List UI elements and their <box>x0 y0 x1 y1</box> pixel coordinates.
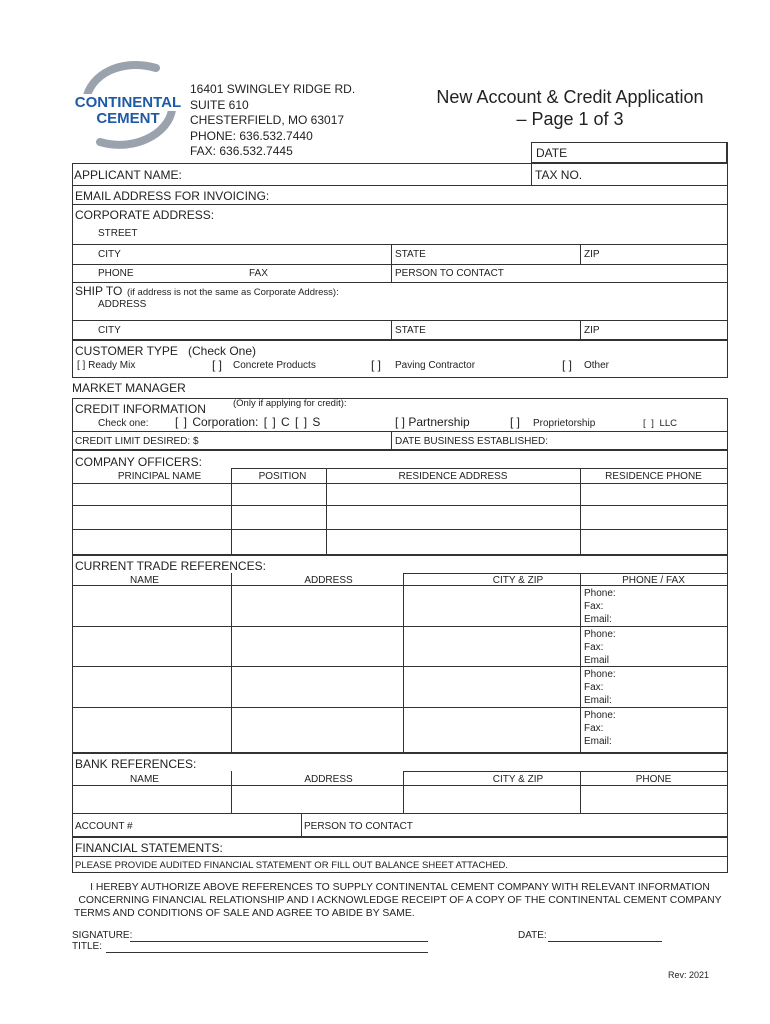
title-label: TITLE: <box>72 941 103 952</box>
address-line-2: SUITE 610 <box>190 97 249 112</box>
account-number-label: ACCOUNT # <box>75 821 133 832</box>
trade-col-cityzip: CITY & ZIP <box>492 575 544 586</box>
company-officers-heading: COMPANY OFFICERS: <box>75 455 202 469</box>
ship-address-label: ADDRESS <box>98 299 147 310</box>
ship-state-label: STATE <box>395 325 426 336</box>
bank-col-cityzip: CITY & ZIP <box>492 774 544 785</box>
email-label: EMAIL ADDRESS FOR INVOICING: <box>75 189 270 203</box>
paving-contractor-label: Paving Contractor <box>395 360 476 371</box>
bank-contact-field[interactable] <box>415 814 727 836</box>
trade-3-email: Email: <box>584 695 612 706</box>
ready-mix-checkbox[interactable]: [ ] Ready Mix <box>77 360 136 371</box>
trade-3-fax: Fax: <box>584 682 604 693</box>
signature-field[interactable] <box>130 928 428 942</box>
company-fax: FAX: 636.532.7445 <box>190 144 293 158</box>
trade-row-4-contact <box>584 709 616 748</box>
trade-row-2[interactable] <box>73 627 579 665</box>
city-label: CITY <box>98 249 121 260</box>
officers-col-name: PRINCIPAL NAME <box>117 471 202 482</box>
trade-2-email: Email <box>584 655 610 666</box>
other-checkbox[interactable]: [ ] <box>562 358 573 372</box>
company-address <box>190 82 355 160</box>
trade-row-4[interactable] <box>73 708 579 752</box>
financial-note: PLEASE PROVIDE AUDITED FINANCIAL STATEMENT OR FILL OUT BALANCE SHEET ATTACHED. <box>75 860 509 871</box>
trade-col-phonefax: PHONE / FAX <box>622 575 685 586</box>
bank-col-phone: PHONE <box>635 774 672 785</box>
fax-field[interactable] <box>270 265 390 281</box>
address-line-3: CHESTERFIELD, MO 63017 <box>190 113 345 127</box>
ship-state-field[interactable] <box>430 321 579 339</box>
state-field[interactable] <box>430 245 579 263</box>
date-established-field[interactable] <box>550 432 726 449</box>
corporation-checkboxes[interactable]: [ ] Corporation: [ ] C [ ] S <box>175 415 321 429</box>
trade-3-phone: Phone: <box>584 669 616 680</box>
trade-4-phone: Phone: <box>584 710 616 721</box>
ship-zip-field[interactable] <box>600 321 726 339</box>
date-field[interactable] <box>531 142 727 163</box>
llc-checkbox[interactable]: [ ] LLC <box>643 418 677 429</box>
bank-row-1[interactable] <box>73 786 727 812</box>
phone-label: PHONE <box>98 268 134 279</box>
paving-contractor-checkbox[interactable]: [ ] <box>371 358 382 372</box>
company-logo <box>72 60 184 150</box>
trade-references-heading: CURRENT TRADE REFERENCES: <box>75 559 266 573</box>
trade-2-phone: Phone: <box>584 629 616 640</box>
email-field[interactable] <box>270 186 726 203</box>
corporate-address-label: CORPORATE ADDRESS: <box>75 208 215 222</box>
trade-row-3[interactable] <box>73 667 579 706</box>
bank-contact-label: PERSON TO CONTACT <box>304 821 413 832</box>
trade-1-fax: Fax: <box>584 601 604 612</box>
officers-col-phone: RESIDENCE PHONE <box>605 471 702 482</box>
logo-text-cement: CEMENT <box>96 110 160 127</box>
date-established-label: DATE BUSINESS ESTABLISHED: <box>395 436 549 447</box>
trade-2-fax: Fax: <box>584 642 604 653</box>
title-line-2: – Page 1 of 3 <box>516 109 624 129</box>
date-label: DATE <box>536 146 568 160</box>
trade-col-name: NAME <box>130 575 159 586</box>
account-number-field[interactable] <box>130 814 300 836</box>
credit-limit-label: CREDIT LIMIT DESIRED: $ <box>75 436 199 447</box>
bank-references-heading: BANK REFERENCES: <box>75 757 197 771</box>
fax-label: FAX <box>249 268 268 279</box>
signature-label: SIGNATURE: <box>72 930 133 941</box>
trade-row-1-contact <box>584 587 616 626</box>
ship-to-note: (if address is not the same as Corporate Address): <box>127 287 339 298</box>
trade-col-address: ADDRESS <box>304 575 353 586</box>
bank-col-address: ADDRESS <box>304 774 353 785</box>
logo-text-continental: CONTINENTAL <box>72 94 184 111</box>
officers-col-position: POSITION <box>258 471 307 482</box>
trade-row-2-contact <box>584 628 616 667</box>
ship-city-field[interactable] <box>122 321 390 339</box>
revision-label: Rev: 2021 <box>668 970 710 980</box>
date-sign-field[interactable] <box>548 928 662 942</box>
authorization-text <box>66 881 734 920</box>
trade-4-fax: Fax: <box>584 723 604 734</box>
officers-col-address: RESIDENCE ADDRESS <box>398 471 508 482</box>
date-sign-label: DATE: <box>518 930 547 941</box>
trade-1-phone: Phone: <box>584 588 616 599</box>
company-phone: PHONE: 636.532.7440 <box>190 128 313 143</box>
tax-no-label: TAX NO. <box>535 168 583 182</box>
ship-address-field[interactable] <box>150 297 726 317</box>
officer-row-3[interactable] <box>73 530 727 554</box>
trade-4-email: Email: <box>584 736 612 747</box>
title-line-1: New Account & Credit Application <box>436 87 704 107</box>
ship-city-label: CITY <box>98 325 121 336</box>
ship-to-label: SHIP TO <box>75 284 123 298</box>
concrete-products-checkbox[interactable]: [ ] <box>212 358 223 372</box>
trade-1-email: Email: <box>584 614 612 625</box>
ship-zip-label: ZIP <box>584 325 600 336</box>
market-manager-label: MARKET MANAGER <box>72 381 186 395</box>
check-one-label: Check one: <box>98 418 149 429</box>
applicant-name-label: APPLICANT NAME: <box>74 168 182 182</box>
auth-line-3: TERMS AND CONDITIONS OF SALE AND AGREE TO ABIDE BY SAME. <box>74 908 415 919</box>
other-label: Other <box>584 360 610 371</box>
state-label: STATE <box>395 249 426 260</box>
customer-type-heading: CUSTOMER TYPE <box>75 344 178 358</box>
street-field[interactable] <box>140 224 726 243</box>
address-line-1: 16401 SWINGLEY RIDGE RD. <box>190 82 356 96</box>
zip-field[interactable] <box>600 245 726 263</box>
phone-field[interactable] <box>138 265 246 281</box>
trade-row-1[interactable] <box>73 586 579 625</box>
officer-row-2[interactable] <box>73 506 727 528</box>
proprietorship-label: Proprietorship <box>533 418 596 429</box>
auth-line-2: CONCERNING FINANCIAL RELATIONSHIP AND I ACKNOWLEDGE RECEIPT OF A COPY OF THE CONTINENTAL CEMENT COMPANY <box>78 895 722 906</box>
bank-col-name: NAME <box>130 774 159 785</box>
street-label: STREET <box>98 228 138 239</box>
credit-info-note: (Only if applying for credit): <box>233 398 347 409</box>
partnership-checkbox[interactable]: [ ] Partnership <box>395 415 470 429</box>
proprietorship-checkbox[interactable]: [ ] <box>510 415 521 429</box>
trade-row-3-contact <box>584 668 616 707</box>
concrete-products-label: Concrete Products <box>233 360 316 371</box>
city-field[interactable] <box>122 245 390 263</box>
credit-limit-field[interactable] <box>210 432 390 449</box>
title-field[interactable] <box>106 941 428 953</box>
form-title <box>420 86 720 130</box>
market-manager-field[interactable] <box>190 379 728 397</box>
customer-type-note: (Check One) <box>188 344 257 358</box>
contact-field[interactable] <box>506 265 726 281</box>
financial-heading: FINANCIAL STATEMENTS: <box>75 841 223 855</box>
credit-info-heading: CREDIT INFORMATION <box>75 402 206 416</box>
officer-row-1[interactable] <box>73 484 727 504</box>
contact-label: PERSON TO CONTACT <box>395 268 504 279</box>
auth-line-1: I HEREBY AUTHORIZE ABOVE REFERENCES TO SUPPLY CONTINENTAL CEMENT COMPANY WITH RELEVANT INFORMATION <box>90 882 710 893</box>
zip-label: ZIP <box>584 249 600 260</box>
